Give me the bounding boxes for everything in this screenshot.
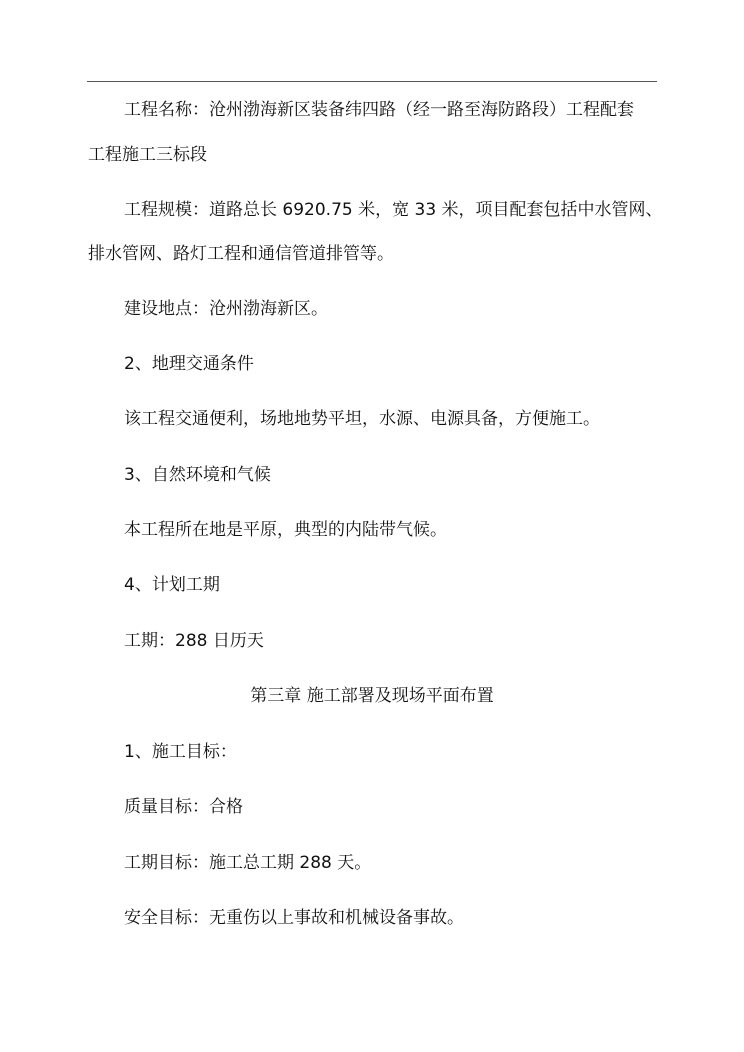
schedule-goal: 工期目标：施工总工期 288 天。	[124, 853, 372, 873]
safety-goal: 安全目标：无重伤以上事故和机械设备事故。	[124, 908, 464, 928]
section-4-heading: 4、计划工期	[124, 575, 220, 595]
project-scale-line-2: 排水管网、路灯工程和通信管道排管等。	[88, 244, 394, 264]
chapter-title: 第三章 施工部署及现场平面布置	[250, 686, 494, 706]
header-rule	[87, 81, 657, 82]
location-text: 建设地点：沧州渤海新区。	[124, 299, 328, 319]
section-3-heading: 3、自然环境和气候	[124, 465, 271, 485]
quality-goal: 质量目标：合格	[124, 797, 243, 817]
section-3-text: 本工程所在地是平原，典型的内陆带气候。	[124, 520, 447, 540]
project-name-line-1: 工程名称：沧州渤海新区装备纬四路（经一路至海防路段）工程配套	[124, 100, 634, 120]
project-name-line-2: 工程施工三标段	[88, 145, 207, 165]
goals-heading: 1、施工目标：	[124, 742, 237, 762]
project-scale-line-1: 工程规模：道路总长 6920.75 米，宽 33 米，项目配套包括中水管网、	[124, 200, 663, 220]
section-2-heading: 2、地理交通条件	[124, 354, 254, 374]
section-4-text: 工期：288 日历天	[124, 631, 264, 651]
section-2-text: 该工程交通便利，场地地势平坦，水源、电源具备，方便施工。	[124, 409, 600, 429]
